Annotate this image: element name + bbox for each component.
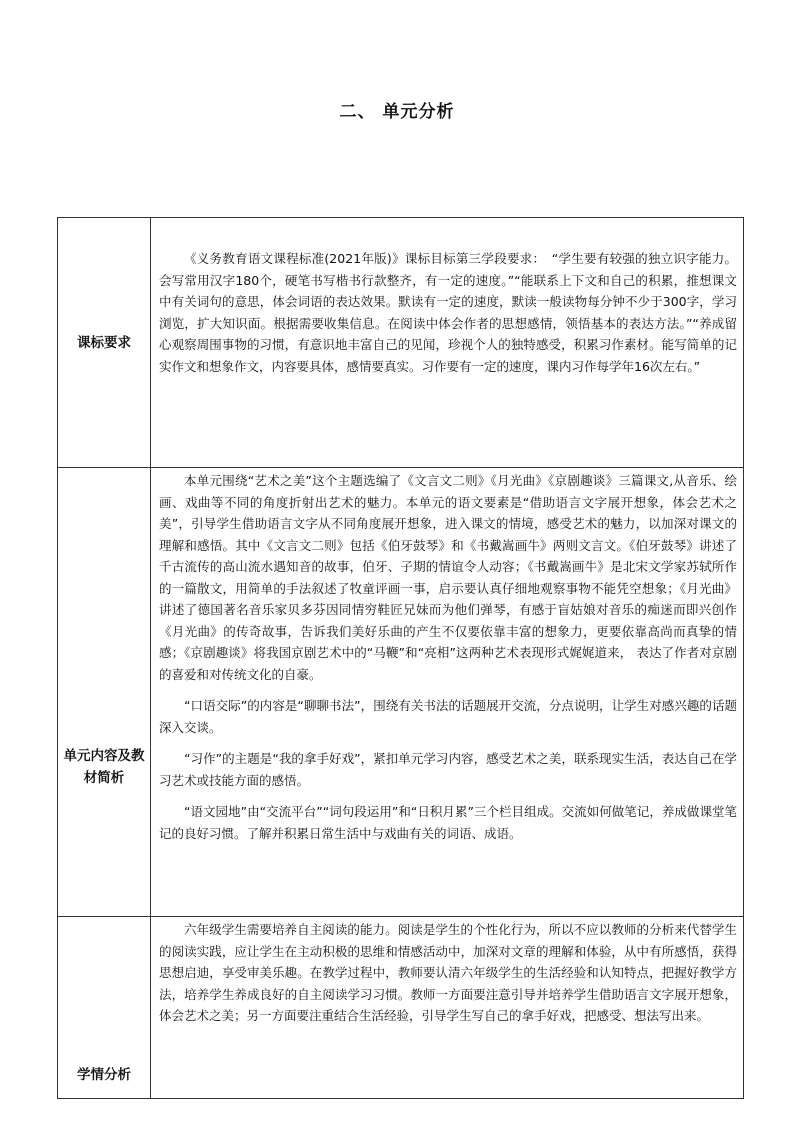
row-label: 单元内容及教材简析 [58, 468, 151, 917]
analysis-table [57, 217, 744, 1099]
row-label: 课标要求 [58, 218, 151, 468]
table-row-curriculum [58, 218, 744, 468]
paragraph: 六年级学生需要培养自主阅读的能力。阅读是学生的个性化行为，所以不应以教师的分析来代替学生的阅读实践，应让学生在主动积极的思维和情感活动中，加深对文章的理解和体验，从中有所感悟，获得思想启迪，享受审美乐趣。在教学过程中，教师要认清六年级学生的生活经验和认知特点，把握好教学方法，培养学生养成良好的自主阅读学习习惯。教师一方面要注意引导并培养学生借助语言文字展开想象，体会艺术之美；另一方面要注重结合生活经验，引导学生写自己的拿手好戏，把感受、想法写出来。 [159, 922, 737, 1023]
page-title: 二、 单元分析 [339, 102, 455, 122]
table-row-unit-content [58, 468, 744, 917]
paragraph: “语文园地”由“交流平台”“词句段运用”和“日积月累”三个栏目组成。交流如何做笔记，养成做课堂笔记的良好习惯。了解并积累日常生活中与戏曲有关的词语、成语。 [159, 804, 737, 841]
row-content [151, 468, 744, 917]
paragraph: 《义务教育语文课程标准(2021年版)》课标目标第三学段要求： “学生要有较强的独立识字能力。会写常用汉字180个，硬笔书写楷书行款整齐，有一定的速度。”“能联系上下文和自己的积累，推想课文中有关词句的意思，体会词语的表达效果。默读有一定的速度，默读一般读物每分钟不少于300字，学习浏览，扩大知识面。根据需要收集信息。在阅读中体会作者的思想感情，领悟基本的表达方法。”“养成留心观察周围事物的习惯，有意识地丰富自己的见闻，珍视个人的独特感受，积累习作素材。能写简单的记实作文和想象作文，内容要具体，感情要真实。习作要有一定的速度，课内习作每学年16次左右。” [159, 251, 737, 374]
paragraph: 本单元围绕“艺术之美”这个主题选编了《文言文二则》《月光曲》《京剧趣谈》三篇课文,从音乐、绘画、戏曲等不同的角度折射出艺术的魅力。本单元的语文要素是“借助语言文字展开想象，体会艺术之美”，引导学生借助语言文字从不同角度展开想象，进入课文的情境，感受艺术的魅力，以加深对课文的理解和感悟。其中《文言文二则》包括《伯牙鼓琴》和《书戴嵩画牛》两则文言文。《伯牙鼓琴》讲述了千古流传的高山流水遇知音的故事，伯牙、子期的情谊令人动容；《书戴嵩画牛》是北宋文学家苏轼所作的一篇散文，用简单的手法叙述了牧童评画一事，启示要认真仔细地观察事物不能凭空想象；《月光曲》讲述了德国著名音乐家贝多芬因同情穷鞋匠兄妹而为他们弹琴，有感于盲姑娘对音乐的痴迷而即兴创作《月光曲》的传奇故事，告诉我们美好乐曲的产生不仅要依靠丰富的想象力，更要依靠高尚而真挚的情感；《京剧趣谈》将我国京剧艺术中的“马鞭”和“亮相”这两种艺术表现形式娓娓道来， 表达了作者对京剧的喜爱和对传统文化的自豪。 [159, 473, 737, 682]
table-row-student-analysis [58, 917, 744, 1099]
paragraph: “习作”的主题是“我的拿手好戏”，紧扣单元学习内容，感受艺术之美，联系现实生活，表达自己在学习艺术或技能方面的感悟。 [159, 751, 737, 788]
row-label: 学情分析 [58, 917, 151, 1099]
paragraph: “口语交际”的内容是“聊聊书法”，围绕有关书法的话题展开交流，分点说明，让学生对感兴趣的话题深入交谈。 [159, 698, 737, 735]
row-content [151, 917, 744, 1099]
row-content [151, 218, 744, 468]
